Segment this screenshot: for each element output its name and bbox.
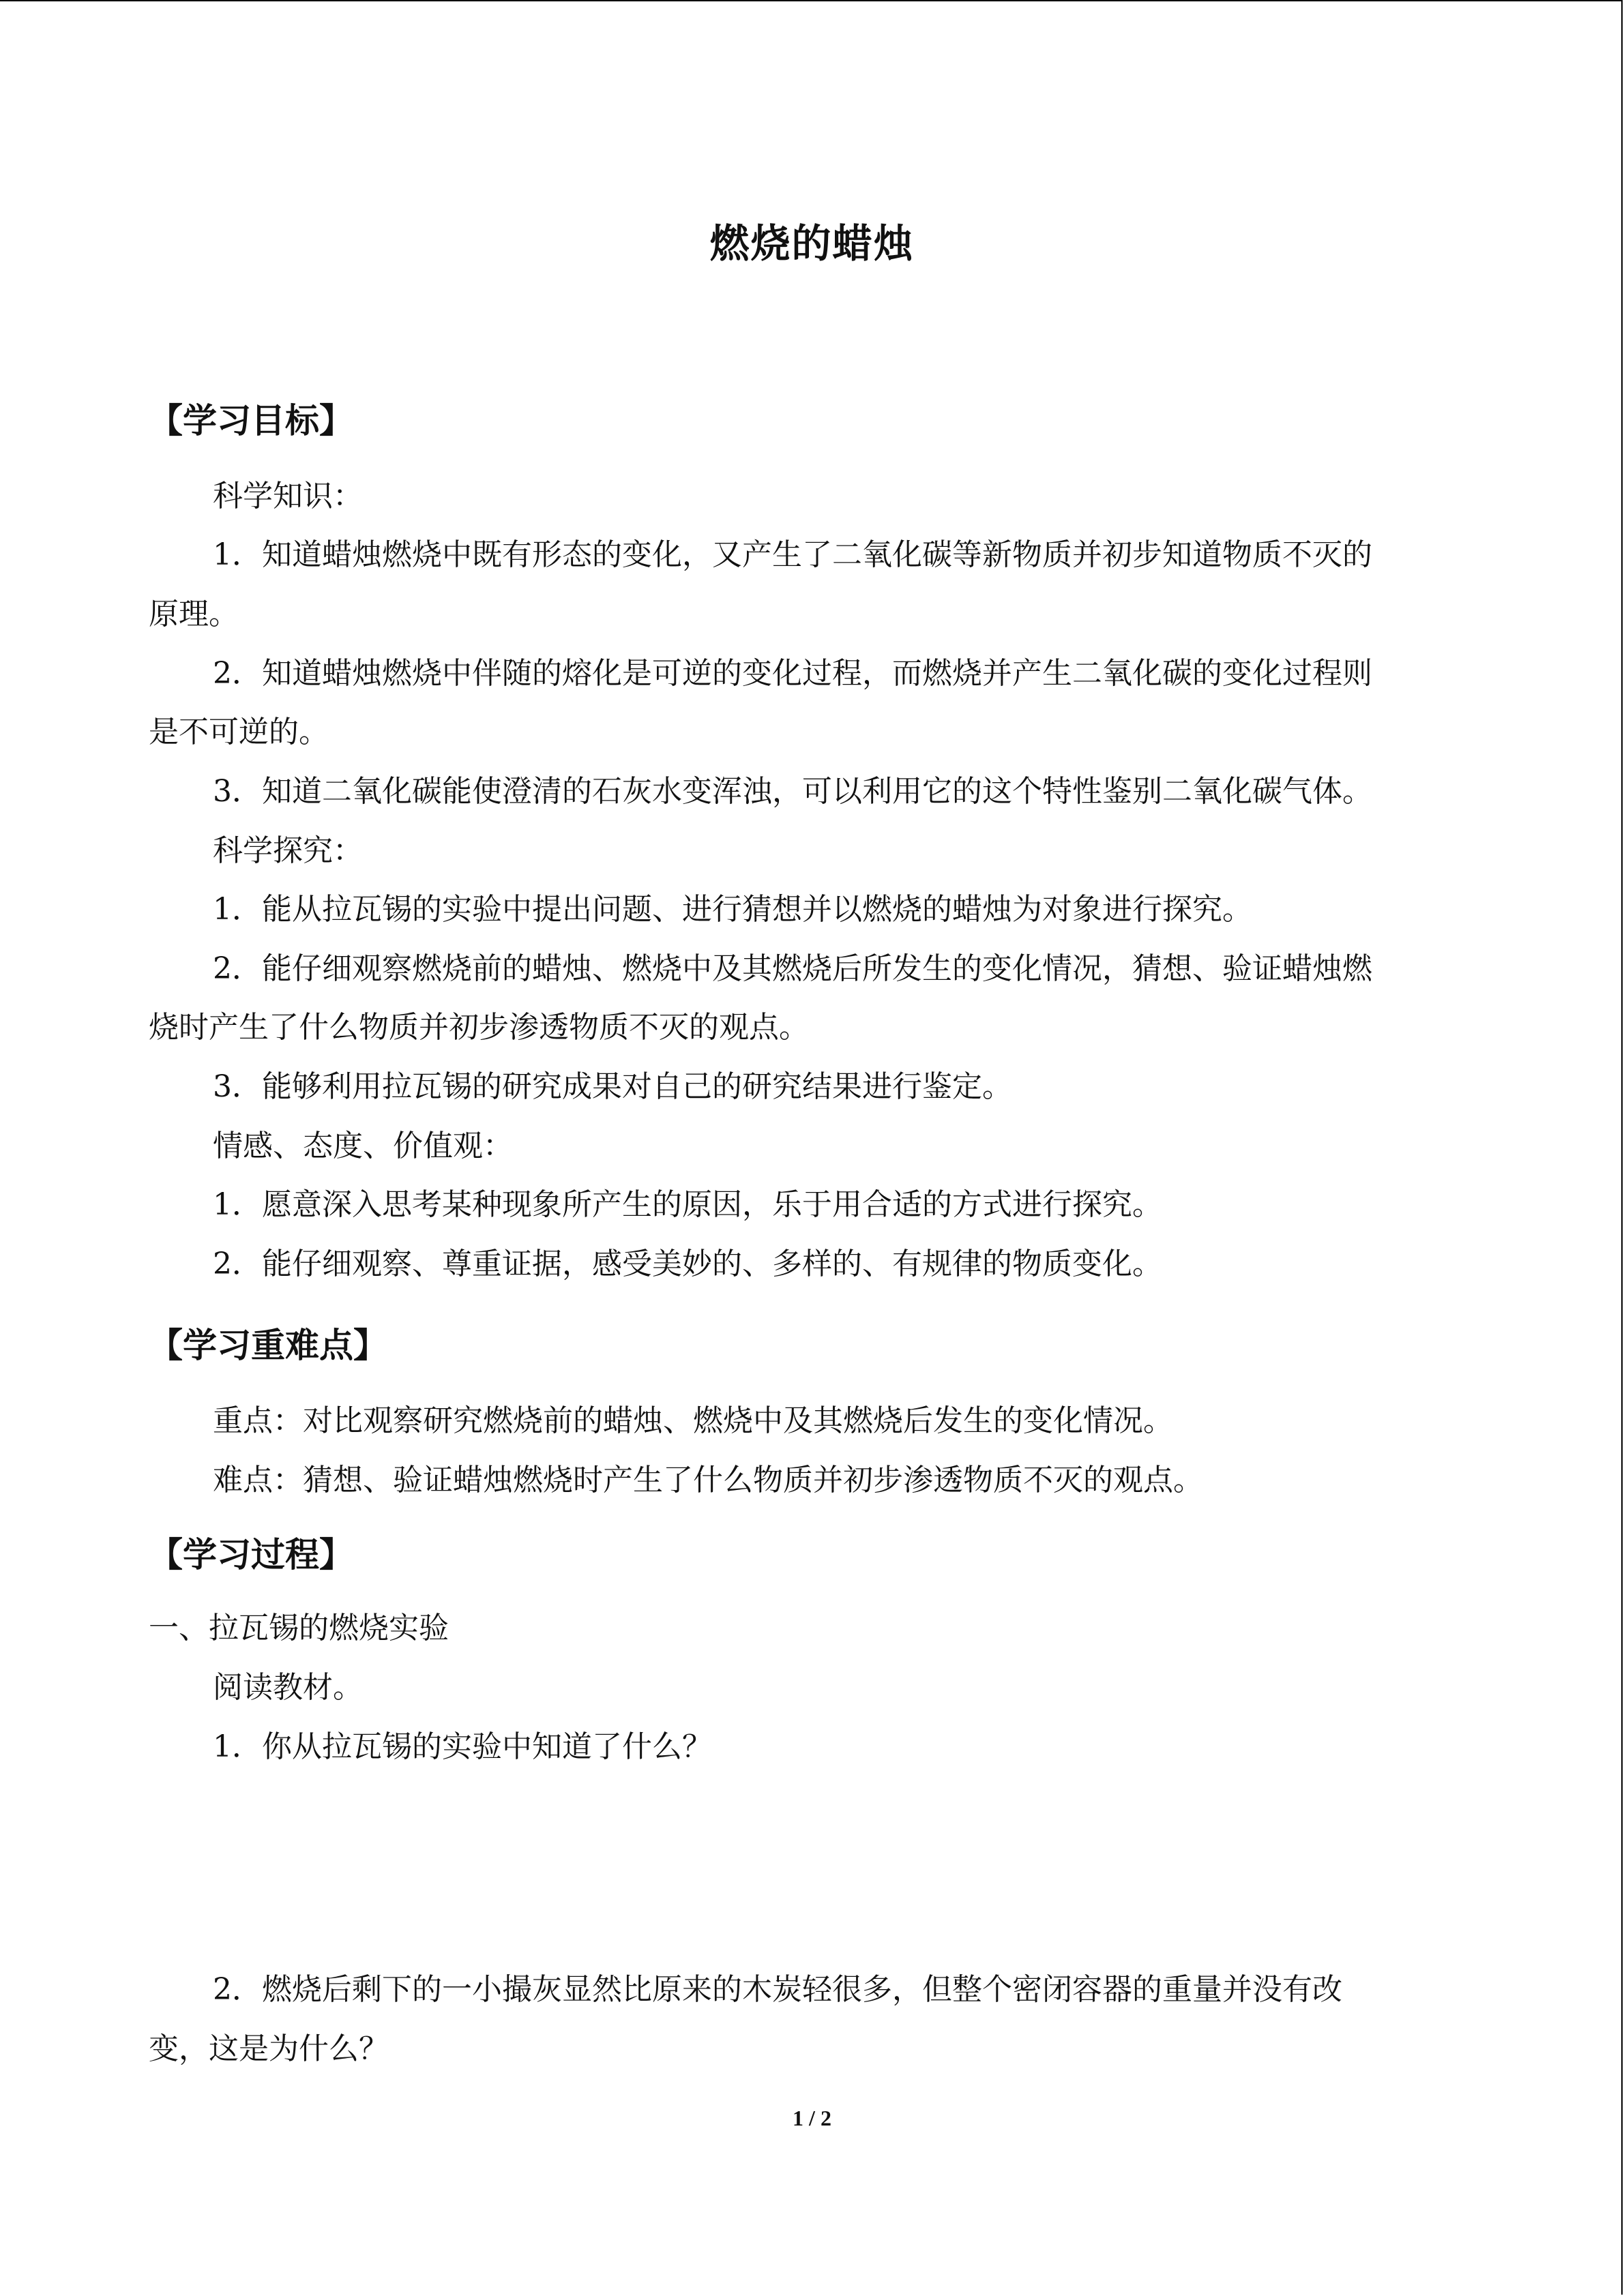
question-1: 1．你从拉瓦锡的实验中知道了什么？ [213,1729,712,1764]
inquiry-item-2-cont: 烧时产生了什么物质并初步渗透物质不灭的观点。 [149,1010,809,1045]
section-heading-learning-objectives: 【学习目标】 [149,401,353,441]
knowledge-item-2-cont: 是不可逆的。 [149,715,329,749]
inquiry-item-2: 2．能仔细观察燃烧前的蜡烛、燃烧中及其燃烧后所发生的变化情况，猜想、验证蜡烛燃 [213,951,1372,986]
attitude-label: 情感、态度、价值观： [213,1129,513,1163]
question-2: 2．燃烧后剩下的一小撮灰显然比原来的木炭轻很多，但整个密闭容器的重量并没有改 [213,1972,1342,2007]
inquiry-label: 科学探究： [213,833,363,868]
key-point: 重点：对比观察研究燃烧前的蜡烛、燃烧中及其燃烧后发生的变化情况。 [213,1403,1173,1438]
knowledge-item-3: 3．知道二氧化碳能使澄清的石灰水变浑浊，可以利用它的这个特性鉴别二氧化碳气体。 [213,774,1372,809]
section-heading-key-difficult-points: 【学习重难点】 [149,1326,387,1365]
attitude-item-2: 2．能仔细观察、尊重证据，感受美妙的、多样的、有规律的物质变化。 [213,1247,1162,1281]
part-1-title: 一、拉瓦锡的燃烧实验 [149,1611,449,1645]
difficult-point: 难点：猜想、验证蜡烛燃烧时产生了什么物质并初步渗透物质不灭的观点。 [213,1463,1203,1497]
knowledge-item-1: 1．知道蜡烛燃烧中既有形态的变化，又产生了二氧化碳等新物质并初步知道物质不灭的 [213,537,1372,572]
inquiry-item-1: 1．能从拉瓦锡的实验中提出问题、进行猜想并以燃烧的蜡烛为对象进行探究。 [213,892,1252,927]
page-number: 1 / 2 [793,2106,831,2130]
attitude-item-1: 1．愿意深入思考某种现象所产生的原因，乐于用合适的方式进行探究。 [213,1187,1162,1222]
inquiry-item-3: 3．能够利用拉瓦锡的研究成果对自己的研究结果进行鉴定。 [213,1069,1012,1104]
read-instruction: 阅读教材。 [213,1670,363,1705]
question-2-cont: 变，这是为什么？ [149,2031,389,2066]
knowledge-label: 科学知识： [213,479,363,513]
knowledge-item-2: 2．知道蜡烛燃烧中伴随的熔化是可逆的变化过程，而燃烧并产生二氧化碳的变化过程则 [213,656,1372,691]
page-title: 燃烧的蜡烛 [709,220,915,267]
section-heading-learning-process: 【学习过程】 [149,1535,353,1575]
knowledge-item-1-cont: 原理。 [149,597,239,631]
